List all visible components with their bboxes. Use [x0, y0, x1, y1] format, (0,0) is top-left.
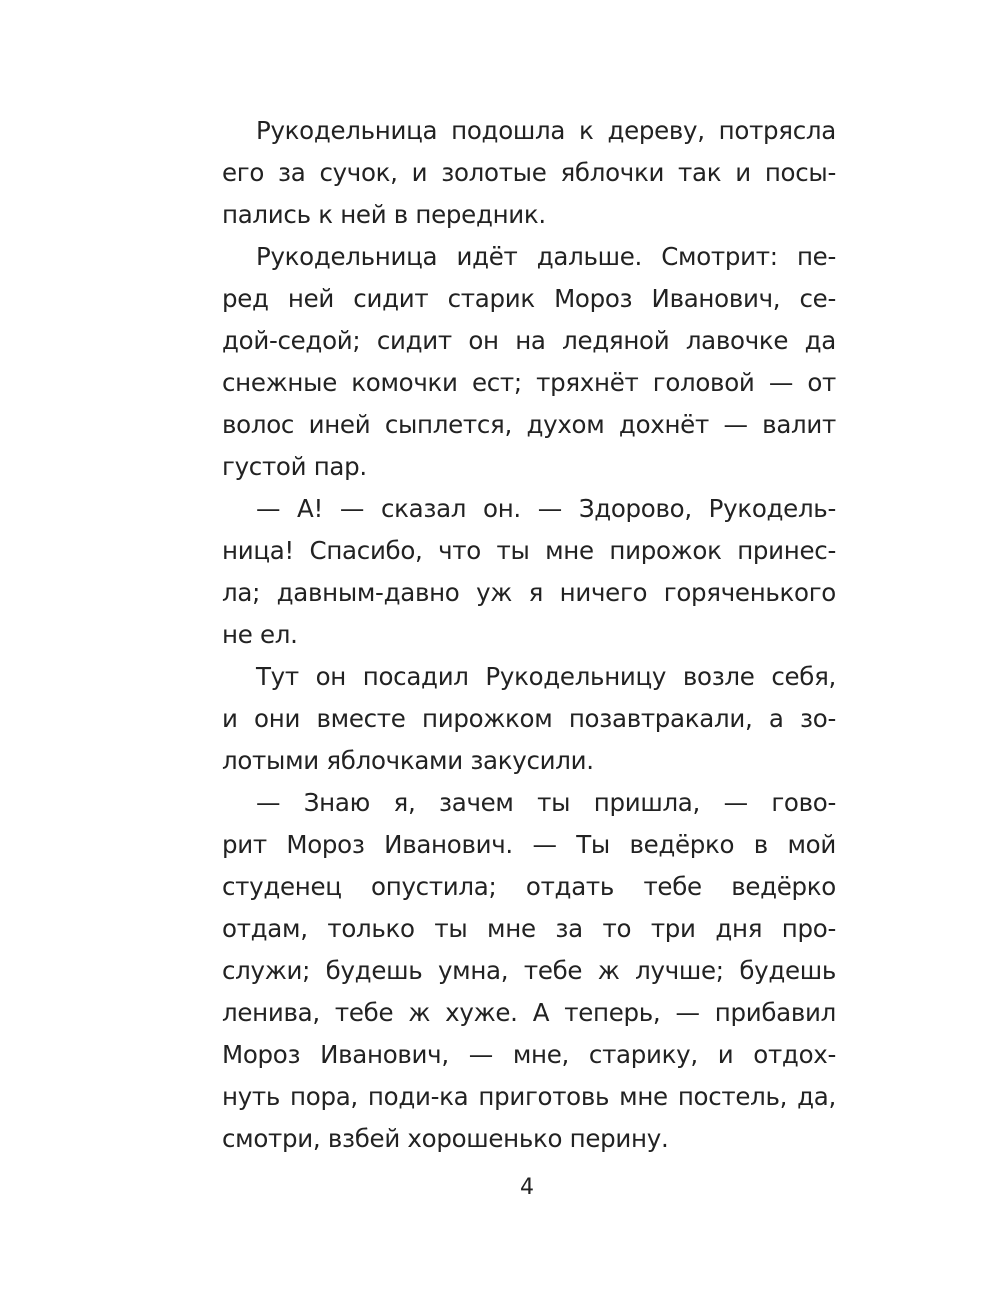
- body-text: [222, 110, 836, 1160]
- text-line: Мороз Иванович, — мне, старику, и отдох-: [222, 1040, 836, 1069]
- text-line: лотыми яблочками закусили.: [222, 746, 594, 775]
- text-line: снежные комочки ест; тряхнёт головой — от: [222, 368, 836, 397]
- text-line: служи; будешь умна, тебе ж лучше; будешь: [222, 956, 836, 985]
- text-line: ленива, тебе ж хуже. А теперь, — прибавил: [222, 998, 836, 1027]
- text-line: — Знаю я, зачем ты пришла, — гово-: [256, 788, 836, 817]
- paragraph: [222, 110, 836, 236]
- text-line: отдам, только ты мне за то три дня про-: [222, 914, 836, 943]
- text-line: рит Мороз Иванович. — Ты ведёрко в мой: [222, 830, 836, 859]
- text-line: его за сучок, и золотые яблочки так и посы-: [222, 158, 836, 187]
- paragraph: [222, 656, 836, 782]
- text-line: ла; давным-давно уж я ничего горяченького: [222, 578, 836, 607]
- text-line: ред ней сидит старик Мороз Иванович, се-: [222, 284, 836, 313]
- text-line: Тут он посадил Рукодельницу возле себя,: [256, 662, 836, 691]
- text-line: ница! Спасибо, что ты мне пирожок принес-: [222, 536, 836, 565]
- text-line: и они вместе пирожком позавтракали, а зо-: [222, 704, 836, 733]
- text-line: нуть пора, поди-ка приготовь мне постель, да,: [222, 1082, 836, 1111]
- text-line: дой-седой; сидит он на ледяной лавочке да: [222, 326, 836, 355]
- text-line: волос иней сыплется, духом дохнёт — валит: [222, 410, 836, 439]
- text-line: густой пар.: [222, 452, 367, 481]
- text-line: Рукодельница идёт дальше. Смотрит: пе-: [256, 242, 836, 271]
- text-line: не ел.: [222, 620, 298, 649]
- text-line: — А! — сказал он. — Здорово, Рукодель-: [256, 494, 836, 523]
- paragraph: [222, 782, 836, 1160]
- page-number: 4: [520, 1175, 534, 1200]
- paragraph: [222, 488, 836, 656]
- text-line: Рукодельница подошла к дереву, потрясла: [256, 116, 836, 145]
- paragraph: [222, 236, 836, 488]
- text-line: студенец опустила; отдать тебе ведёрко: [222, 872, 836, 901]
- text-line: пались к ней в передник.: [222, 200, 546, 229]
- text-line: смотри, взбей хорошенько перину.: [222, 1124, 669, 1153]
